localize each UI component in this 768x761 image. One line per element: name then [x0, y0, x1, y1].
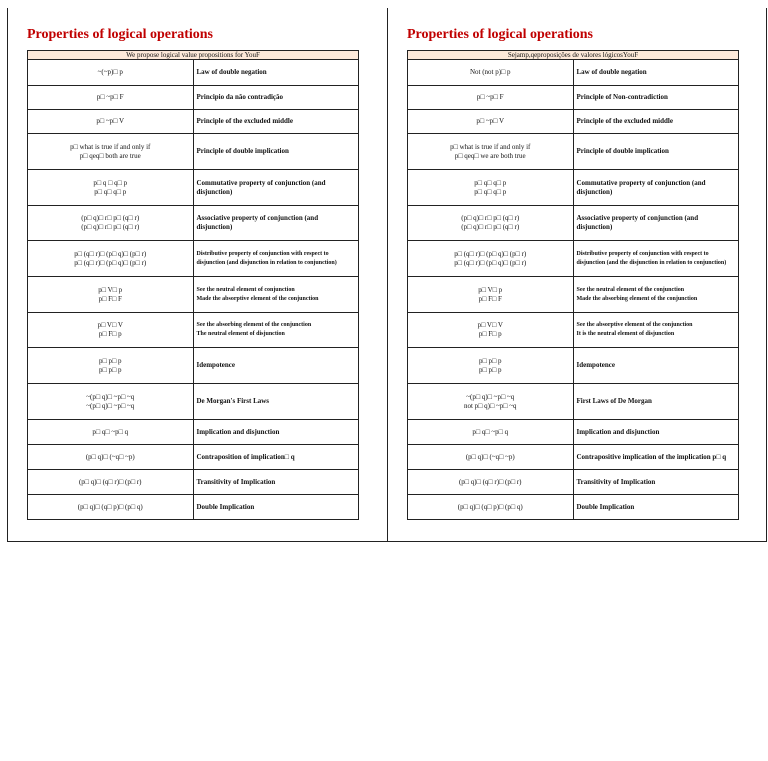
property-name-cell	[573, 60, 739, 86]
table-row	[28, 206, 359, 241]
formula-line: p□ V□ p	[98, 285, 123, 294]
property-name: disjunction (and the disjunction in relation to conjunction)	[576, 259, 727, 266]
property-name-cell	[193, 60, 359, 86]
table-row	[408, 384, 739, 420]
table-row	[28, 241, 359, 277]
property-name-cell	[193, 348, 359, 384]
property-name-cell	[573, 313, 739, 348]
formula-line: ~(p□ q)□ ~p□ ~q	[86, 392, 135, 401]
table-row	[408, 170, 739, 206]
property-name-cell	[193, 495, 359, 520]
formula-line: (p□ q)□ r□ p□ (q□ r)	[461, 214, 520, 222]
table-row	[28, 420, 359, 445]
property-name-cell	[573, 110, 739, 134]
table-row	[28, 348, 359, 384]
table-row	[408, 86, 739, 110]
formula-line: p□ p□ p	[479, 356, 502, 365]
formula-line: p□ F□ F	[98, 294, 122, 303]
formula-cell	[28, 86, 194, 110]
table-row	[408, 420, 739, 445]
property-name-cell	[573, 384, 739, 420]
table-row	[28, 170, 359, 206]
property-name: Double Implication	[576, 502, 635, 511]
formula-line: p□ qeq□ both are true	[79, 151, 141, 160]
formula-cell	[408, 445, 574, 470]
properties-table-body	[408, 51, 739, 520]
property-name: Idempotence	[576, 361, 615, 369]
table-row	[408, 348, 739, 384]
property-name: The neutral element of disjunction	[196, 331, 285, 337]
formula-line: (p□ q)□ (q□ r)□ (p□ r)	[458, 477, 522, 486]
left-panel	[27, 8, 359, 520]
property-name-cell	[193, 110, 359, 134]
formula-cell	[408, 170, 574, 206]
property-name: Transitivity of Implication	[196, 477, 276, 486]
property-name: De Morgan's First Laws	[196, 397, 270, 405]
formula-cell	[408, 60, 574, 86]
right-panel	[407, 8, 739, 520]
property-name-cell	[573, 206, 739, 241]
formula-line: p□ F□ p	[478, 330, 502, 338]
formula-line: (p□ q)□ (~q□ ~p)	[85, 452, 135, 461]
formula-cell	[408, 495, 574, 520]
formula-line: Not (not p)□ p	[469, 68, 511, 76]
formula-line: p□ V□ p	[478, 285, 503, 294]
formula-cell	[408, 348, 574, 384]
property-name: Distributive property of conjunction with respect to	[196, 250, 329, 257]
formula-line: p□ F□ p	[98, 330, 122, 338]
formula-line: p□ p□ p	[479, 365, 502, 374]
formula-line: p□ p□ p	[99, 356, 122, 365]
property-name-cell	[193, 170, 359, 206]
properties-table-body	[28, 51, 359, 520]
formula-cell	[28, 277, 194, 313]
table-row	[408, 206, 739, 241]
formula-line: p□ q□ q□ p	[474, 178, 507, 187]
property-name: Commutative property of conjunction (and disjunction)	[196, 178, 326, 196]
formula-line: not p□ q)□ ~p□ ~q	[463, 401, 517, 410]
table-row	[408, 495, 739, 520]
formula-cell	[408, 277, 574, 313]
property-name: See the absorbing element of the conjunction	[196, 322, 312, 328]
formula-line: ~(~p)□ p	[97, 68, 123, 76]
table-row	[408, 134, 739, 170]
table-row	[408, 313, 739, 348]
formula-line: p□ q □ q□ p	[93, 178, 128, 187]
property-name-cell	[573, 348, 739, 384]
table-row	[408, 470, 739, 495]
formula-cell	[28, 206, 194, 241]
column-divider	[387, 8, 388, 542]
property-name-cell	[573, 495, 739, 520]
formula-line: p□ F□ F	[478, 294, 502, 303]
property-name-cell	[193, 134, 359, 170]
formula-cell	[28, 495, 194, 520]
formula-cell	[408, 420, 574, 445]
property-name: Associative property of conjunction (and disjunction)	[196, 214, 319, 231]
formula-line: p□ (q□ r)□ (p□ q)□ (p□ r)	[74, 249, 147, 258]
formula-line: p□ ~p□ V	[96, 117, 125, 125]
formula-cell	[408, 206, 574, 241]
property-name: Law of double negation	[576, 68, 647, 76]
property-name: See the neutral element of conjunction	[196, 286, 295, 293]
table-row	[28, 86, 359, 110]
property-name: Law of double negation	[196, 68, 267, 76]
panel-title: Properties of logical operations	[407, 27, 593, 42]
formula-cell	[28, 313, 194, 348]
property-name: Principle of the excluded middle	[196, 117, 293, 125]
property-name: It is the neutral element of disjunction	[576, 331, 675, 337]
table-header: We propose logical value propositions for YouF	[28, 51, 359, 60]
property-name-cell	[193, 313, 359, 348]
table-row	[408, 241, 739, 277]
table-row	[28, 470, 359, 495]
property-name: Principio da não contradição	[196, 93, 284, 101]
property-name-cell	[573, 277, 739, 313]
formula-cell	[408, 470, 574, 495]
property-name: See the neutral element of the conjunction	[576, 286, 685, 293]
formula-cell	[28, 470, 194, 495]
table-row	[28, 110, 359, 134]
table-row	[408, 60, 739, 86]
properties-table	[407, 50, 739, 520]
table-header: Sejamp,qeproposições de valores lógicosYouF	[408, 51, 739, 60]
formula-line: (p□ q)□ r□ p□ (q□ r)	[81, 223, 140, 231]
formula-line: p□ what is true if and only if	[70, 142, 151, 151]
property-name: Associative property of conjunction (and disjunction)	[576, 214, 699, 231]
formula-cell	[28, 384, 194, 420]
property-name: Made the absorbing element of the conjunction	[576, 295, 698, 302]
property-name: Made the absorptive element of the conjunction	[196, 295, 319, 302]
property-name-cell	[193, 420, 359, 445]
formula-cell	[28, 445, 194, 470]
property-name-cell	[193, 277, 359, 313]
formula-line: (p□ q)□ r□ p□ (q□ r)	[461, 223, 520, 231]
formula-line: p□ q□ q□ p	[474, 187, 507, 196]
property-name: First Laws of De Morgan	[576, 397, 652, 405]
formula-line: p□ V□ V	[477, 321, 503, 329]
property-name-cell	[193, 206, 359, 241]
formula-line: p□ (q□ r)□ (p□ q)□ (p□ r)	[454, 249, 527, 258]
formula-cell	[28, 348, 194, 384]
formula-cell	[408, 241, 574, 277]
formula-line: ~(p□ q)□ ~p□ ~q	[466, 392, 515, 401]
property-name-cell	[573, 134, 739, 170]
formula-line: p□ q□ q□ p	[94, 187, 127, 196]
formula-line: ~(p□ q)□ ~p□ ~q	[86, 401, 135, 410]
property-name: Principle of double implication	[196, 147, 289, 155]
formula-line: (p□ q)□ r□ p□ (q□ r)	[81, 214, 140, 222]
property-name: Idempotence	[196, 361, 235, 369]
formula-cell	[28, 170, 194, 206]
formula-line: (p□ q)□ (q□ p)□ (p□ q)	[77, 502, 143, 511]
property-name: Double Implication	[196, 502, 255, 511]
property-name: Implication and disjunction	[196, 427, 280, 436]
property-name-cell	[573, 470, 739, 495]
formula-cell	[28, 60, 194, 86]
formula-cell	[28, 110, 194, 134]
formula-line: p□ q□ ~p□ q	[472, 427, 509, 436]
formula-line: p□ p□ p	[99, 365, 122, 374]
property-name-cell	[573, 170, 739, 206]
property-name: Transitivity of Implication	[576, 477, 656, 486]
formula-cell	[28, 241, 194, 277]
formula-cell	[408, 313, 574, 348]
property-name-cell	[193, 470, 359, 495]
table-row	[408, 110, 739, 134]
property-name-cell	[193, 241, 359, 277]
property-name-cell	[573, 241, 739, 277]
property-name-cell	[573, 86, 739, 110]
formula-line: (p□ q)□ (~q□ ~p)	[465, 452, 515, 461]
property-name: See the absorptive element of the conjunction	[576, 322, 693, 328]
formula-cell	[28, 420, 194, 445]
formula-line: (p□ q)□ (q□ p)□ (p□ q)	[457, 502, 523, 511]
property-name-cell	[573, 420, 739, 445]
property-name: Contrapositive implication of the implication p□ q	[576, 452, 727, 461]
formula-line: p□ ~p□ V	[476, 117, 505, 125]
table-row	[408, 445, 739, 470]
property-name: Principle of double implication	[576, 147, 669, 155]
table-row	[28, 384, 359, 420]
table-row	[28, 134, 359, 170]
formula-cell	[28, 134, 194, 170]
formula-line: p□ V□ V	[97, 321, 123, 329]
table-row	[28, 60, 359, 86]
panel-title: Properties of logical operations	[27, 27, 213, 42]
formula-line: p□ ~p□ F	[476, 93, 504, 101]
property-name: Commutative property of conjunction (and disjunction)	[576, 178, 706, 196]
formula-line: p□ (q□ r)□ (p□ q)□ (p□ r)	[74, 258, 147, 267]
property-name-cell	[573, 445, 739, 470]
property-name-cell	[193, 86, 359, 110]
properties-table	[27, 50, 359, 520]
table-row	[28, 277, 359, 313]
property-name-cell	[193, 445, 359, 470]
property-name: Principle of the excluded middle	[576, 117, 673, 125]
property-name: Contraposition of implication□ q	[196, 452, 295, 461]
property-name: disjunction (and disjunction in relation to conjunction)	[196, 259, 337, 266]
formula-line: p□ qeq□ we are both true	[454, 151, 526, 160]
formula-line: p□ ~p□ F	[96, 93, 124, 101]
property-name-cell	[193, 384, 359, 420]
formula-cell	[408, 384, 574, 420]
formula-cell	[408, 86, 574, 110]
property-name: Implication and disjunction	[576, 427, 660, 436]
formula-line: p□ (q□ r)□ (p□ q)□ (p□ r)	[454, 258, 527, 267]
formula-cell	[408, 110, 574, 134]
table-row	[28, 313, 359, 348]
table-row	[408, 277, 739, 313]
formula-line: p□ q□ ~p□ q	[92, 427, 129, 436]
formula-cell	[408, 134, 574, 170]
property-name: Distributive property of conjunction with respect to	[576, 250, 709, 257]
formula-line: (p□ q)□ (q□ r)□ (p□ r)	[78, 477, 142, 486]
table-row	[28, 495, 359, 520]
property-name: Principle of Non-contradiction	[576, 93, 668, 101]
table-row	[28, 445, 359, 470]
formula-line: p□ what is true if and only if	[450, 142, 531, 151]
